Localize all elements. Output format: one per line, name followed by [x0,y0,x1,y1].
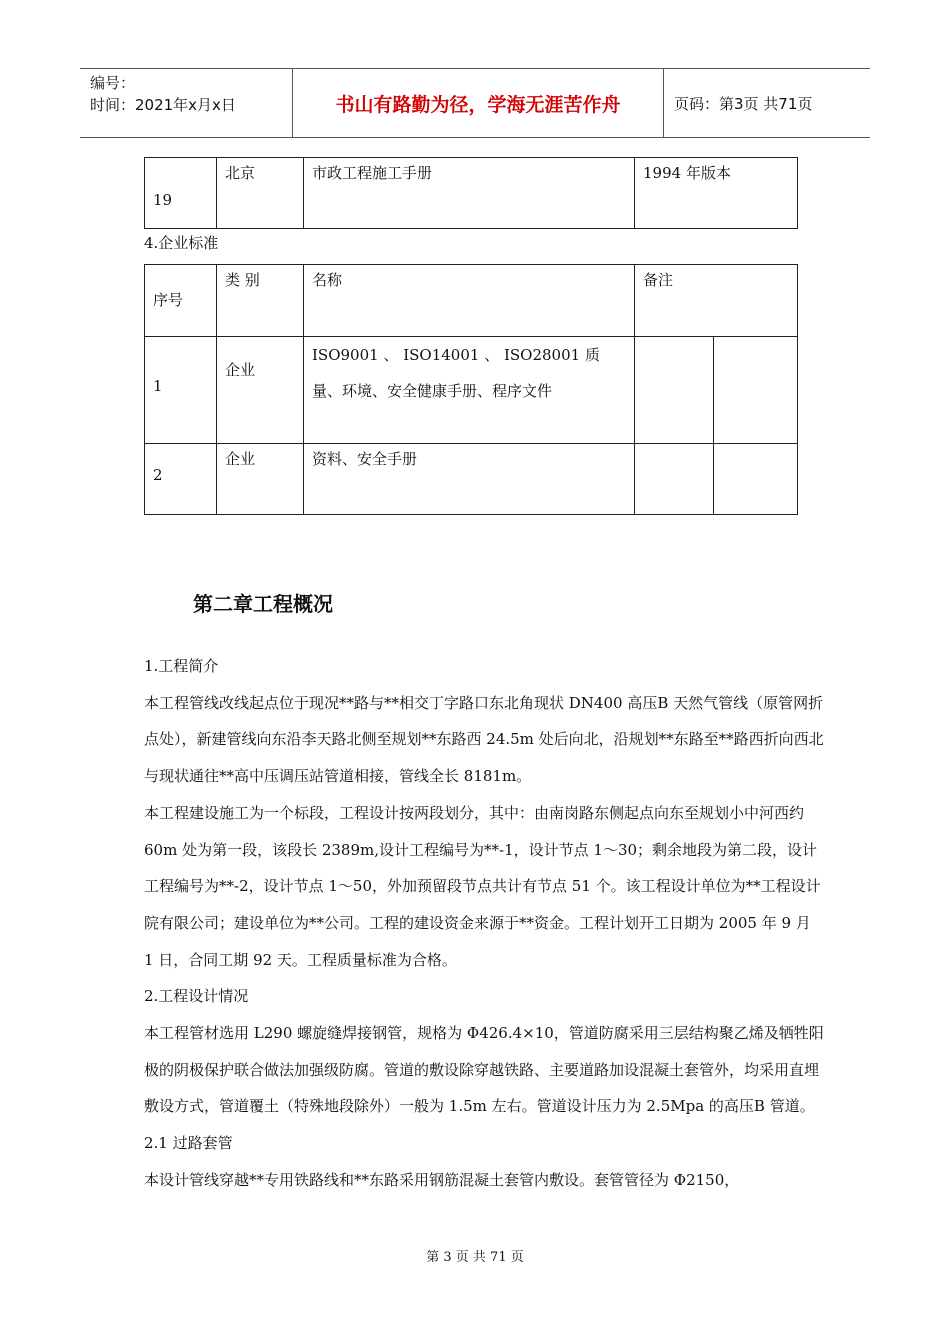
paragraph: 本工程管线改线起点位于现况**路与**相交丁字路口东北角现状 DN400 高压B 天然气管线（原管网折点处），新建管线向东沿李天路北侧至规划**东路西 24.5m 处后向北，沿规划**东路至**路西折向西北与现状通往**高中压调压站管道相接，管线全长 8181m。 [144,693,824,786]
page-header [80,68,870,138]
cell-note-a [635,337,714,444]
header-name: 名称 [304,265,635,337]
cell-type: 企业 [217,337,304,444]
cell-name: 资料、安全手册 [304,444,635,515]
chapter-title: 第二章工程概况 [193,592,333,616]
header-type: 类 别 [217,265,304,337]
header-meta [80,69,293,137]
cell-note-a [635,444,714,515]
paragraph: 本工程建设施工为一个标段，工程设计按两段划分，其中：由南岗路东侧起点向东至规划小中河西约 60m 处为第一段，该段长 2389m,设计工程编号为**-1，设计节点 1～30；剩余地段为第二段，设计工程编号为**-2，设计节点 1～50，外加预留段节点共计有节点 51 个。该工程设计单位为**工程设计院有限公司；建设单位为**公司。工程的建设资金来源于**资金。工程计划开工日期为 2005 年 9 月 1 日，合同工期 92 天。工程质量标准为合格。 [144,803,821,969]
header-page: 页码：第3页 共71页 [674,94,813,113]
header-motto: 书山有路勤为径，学海无涯苦作舟 [293,69,664,137]
cell-num: 19 [145,158,217,229]
cell-name: 市政工程施工手册 [304,158,635,229]
enterprise-standards-table [144,264,798,515]
header-number: 编号： [90,74,136,92]
table-row [145,158,798,229]
paragraph: 本设计管线穿越**专用铁路线和**东路采用钢筋混凝土套管内敷设。套管管径为 Φ2150， [144,1170,740,1189]
standards-table-continued [144,157,798,229]
heading-project-intro: 1.工程简介 [144,657,219,675]
cell-num: 1 [145,337,217,444]
cell-type: 企业 [217,444,304,515]
cell-num: 2 [145,444,217,515]
section-4-label: 4.企业标准 [144,234,219,252]
table-row [145,337,798,444]
cell-note-b [714,444,798,515]
header-time: 时间：2021年x月x日 [90,96,236,114]
cell-place: 北京 [217,158,304,229]
cell-note-b [714,337,798,444]
heading-casing: 2.1 过路套管 [144,1134,233,1153]
paragraph: 本工程管材选用 L290 螺旋缝焊接钢管，规格为 Φ426.4×10，管道防腐采用三层结构聚乙烯及牺牲阳极的阴极保护联合做法加强级防腐。管道的敷设除穿越铁路、主要道路加设混凝土套管外，均采用直埋敷设方式，管道覆土（特殊地段除外）一般为 1.5m 左右。管道设计压力为 2.5Mpa 的高压B 管道。 [144,1024,824,1116]
cell-name: ISO9001 、 ISO14001 、 ISO28001 质量、环境、安全健康手册、程序文件 [304,337,635,444]
page-footer: 第 3 页 共 71 页 [426,1250,524,1265]
body-text [144,648,824,1199]
table-header-row [145,265,798,337]
cell-note: 1994 年版本 [635,158,798,229]
table-row [145,444,798,515]
heading-design: 2.工程设计情况 [144,987,249,1006]
header-num: 序号 [145,265,217,337]
header-note: 备注 [635,265,798,337]
